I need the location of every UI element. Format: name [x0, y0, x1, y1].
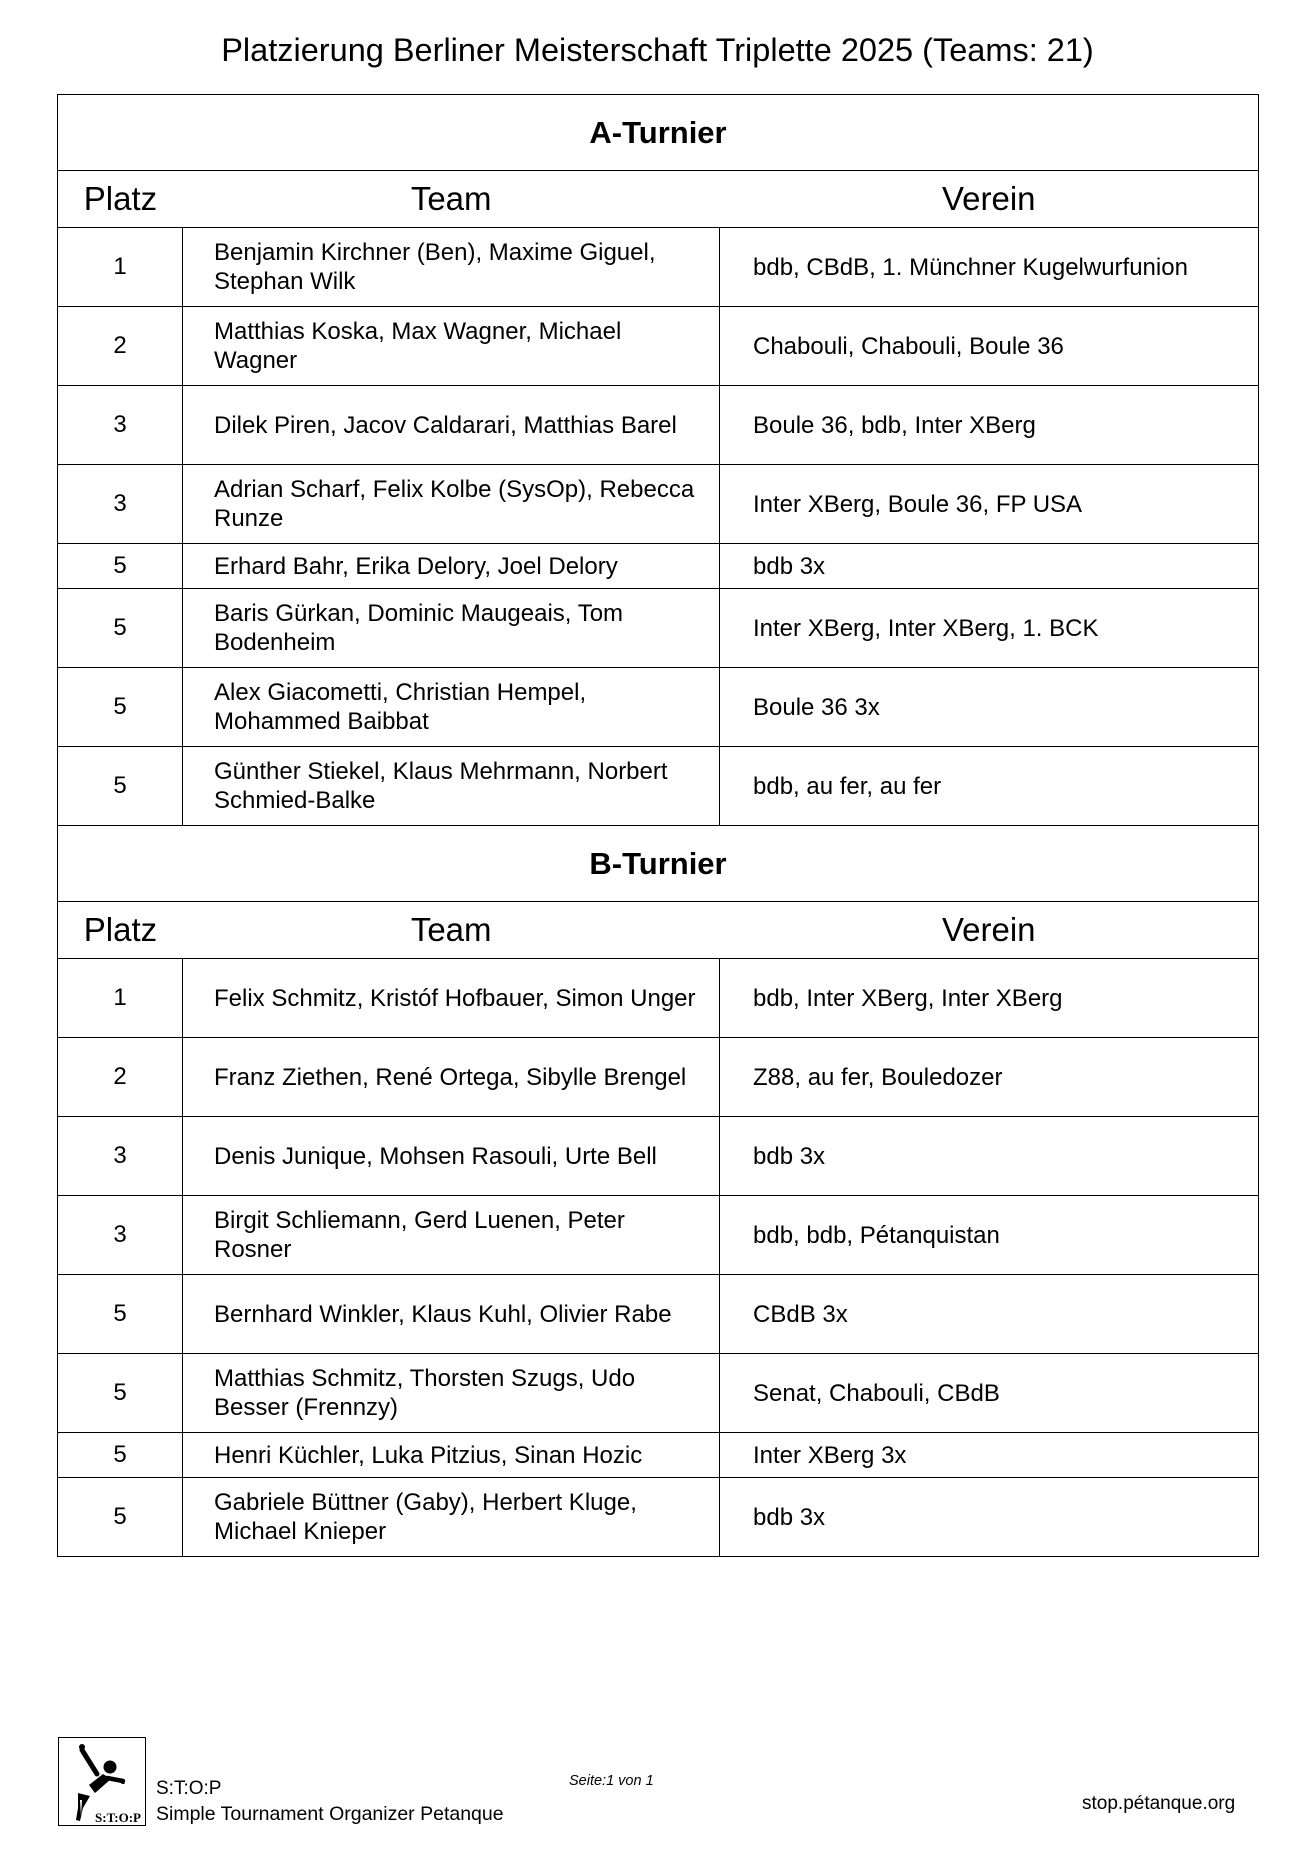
table-row	[58, 465, 1259, 544]
table-row	[58, 386, 1259, 465]
verein-cell: bdb, bdb, Pétanquistan	[720, 1196, 1259, 1275]
column-header-team: Team	[410, 180, 492, 217]
section-header	[58, 826, 1259, 902]
verein-cell: Senat, Chabouli, CBdB	[720, 1354, 1259, 1433]
platz-cell: 5	[58, 1478, 183, 1557]
table-row	[58, 1354, 1259, 1433]
team-cell: Gabriele Büttner (Gaby), Herbert Kluge, Michael Knieper	[183, 1478, 720, 1557]
results-table	[57, 94, 1259, 1557]
table-row	[58, 668, 1259, 747]
section-header	[58, 95, 1259, 171]
team-cell: Benjamin Kirchner (Ben), Maxime Giguel, Stephan Wilk	[183, 228, 720, 307]
platz-cell: 1	[58, 959, 183, 1038]
column-header-cell	[58, 171, 1259, 228]
team-cell: Matthias Schmitz, Thorsten Szugs, Udo Besser (Frennzy)	[183, 1354, 720, 1433]
table-row	[58, 1433, 1259, 1478]
team-cell: Erhard Bahr, Erika Delory, Joel Delory	[183, 544, 720, 589]
column-header-cell	[58, 902, 1259, 959]
platz-cell: 5	[58, 544, 183, 589]
table-row	[58, 1117, 1259, 1196]
platz-cell: 2	[58, 307, 183, 386]
table-row	[58, 589, 1259, 668]
section-title: B-Turnier	[58, 826, 1259, 902]
table-row	[58, 747, 1259, 826]
table-row	[58, 1196, 1259, 1275]
platz-cell: 5	[58, 589, 183, 668]
team-cell: Denis Junique, Mohsen Rasouli, Urte Bell	[183, 1117, 720, 1196]
team-cell: Adrian Scharf, Felix Kolbe (SysOp), Rebecca Runze	[183, 465, 720, 544]
app-short-name: S:T:O:P	[156, 1778, 222, 1799]
page-number: Seite:1 von 1	[569, 1773, 654, 1789]
platz-cell: 5	[58, 668, 183, 747]
stop-logo-icon	[58, 1737, 146, 1826]
page-title: Platzierung Berliner Meisterschaft Triplette 2025 (Teams: 21)	[221, 32, 1094, 68]
team-cell: Baris Gürkan, Dominic Maugeais, Tom Bodenheim	[183, 589, 720, 668]
verein-cell: bdb, au fer, au fer	[720, 747, 1259, 826]
verein-cell: Inter XBerg 3x	[720, 1433, 1259, 1478]
verein-cell: Boule 36, bdb, Inter XBerg	[720, 386, 1259, 465]
verein-cell: bdb, Inter XBerg, Inter XBerg	[720, 959, 1259, 1038]
table-row	[58, 1478, 1259, 1557]
column-header-verein: Verein	[941, 180, 1036, 217]
team-cell: Matthias Koska, Max Wagner, Michael Wagner	[183, 307, 720, 386]
verein-cell: Inter XBerg, Boule 36, FP USA	[720, 465, 1259, 544]
table-row	[58, 959, 1259, 1038]
column-header-team: Team	[410, 911, 492, 948]
team-cell: Birgit Schliemann, Gerd Luenen, Peter Rosner	[183, 1196, 720, 1275]
verein-cell: bdb, CBdB, 1. Münchner Kugelwurfunion	[720, 228, 1259, 307]
website-link[interactable]: stop.pétanque.org	[1082, 1793, 1236, 1814]
team-cell: Alex Giacometti, Christian Hempel, Mohammed Baibbat	[183, 668, 720, 747]
platz-cell: 3	[58, 1196, 183, 1275]
column-header-row	[58, 902, 1259, 959]
platz-cell: 5	[58, 1433, 183, 1478]
team-cell: Günther Stiekel, Klaus Mehrmann, Norbert Schmied-Balke	[183, 747, 720, 826]
team-cell: Henri Küchler, Luka Pitzius, Sinan Hozic	[183, 1433, 720, 1478]
platz-cell: 3	[58, 465, 183, 544]
table-row	[58, 228, 1259, 307]
platz-cell: 5	[58, 1275, 183, 1354]
team-cell: Franz Ziethen, René Ortega, Sibylle Brengel	[183, 1038, 720, 1117]
platz-cell: 5	[58, 1354, 183, 1433]
verein-cell: Inter XBerg, Inter XBerg, 1. BCK	[720, 589, 1259, 668]
column-header-platz: Platz	[83, 180, 158, 217]
platz-cell: 2	[58, 1038, 183, 1117]
platz-cell: 5	[58, 747, 183, 826]
section-title: A-Turnier	[58, 95, 1259, 171]
table-row	[58, 544, 1259, 589]
verein-cell: Z88, au fer, Bouledozer	[720, 1038, 1259, 1117]
platz-cell: 3	[58, 1117, 183, 1196]
verein-cell: bdb 3x	[720, 1117, 1259, 1196]
verein-cell: bdb 3x	[720, 544, 1259, 589]
platz-cell: 1	[58, 228, 183, 307]
verein-cell: Boule 36 3x	[720, 668, 1259, 747]
verein-cell: bdb 3x	[720, 1478, 1259, 1557]
table-row	[58, 307, 1259, 386]
app-full-name: Simple Tournament Organizer Petanque	[156, 1803, 504, 1825]
team-cell: Bernhard Winkler, Klaus Kuhl, Olivier Rabe	[183, 1275, 720, 1354]
table-row	[58, 1275, 1259, 1354]
column-header-row	[58, 171, 1259, 228]
verein-cell: CBdB 3x	[720, 1275, 1259, 1354]
logo-text: S:T:O:P	[95, 1810, 141, 1824]
column-header-platz: Platz	[83, 911, 158, 948]
team-cell: Felix Schmitz, Kristóf Hofbauer, Simon Unger	[183, 959, 720, 1038]
column-header-verein: Verein	[941, 911, 1036, 948]
platz-cell: 3	[58, 386, 183, 465]
verein-cell: Chabouli, Chabouli, Boule 36	[720, 307, 1259, 386]
team-cell: Dilek Piren, Jacov Caldarari, Matthias Barel	[183, 386, 720, 465]
table-row	[58, 1038, 1259, 1117]
